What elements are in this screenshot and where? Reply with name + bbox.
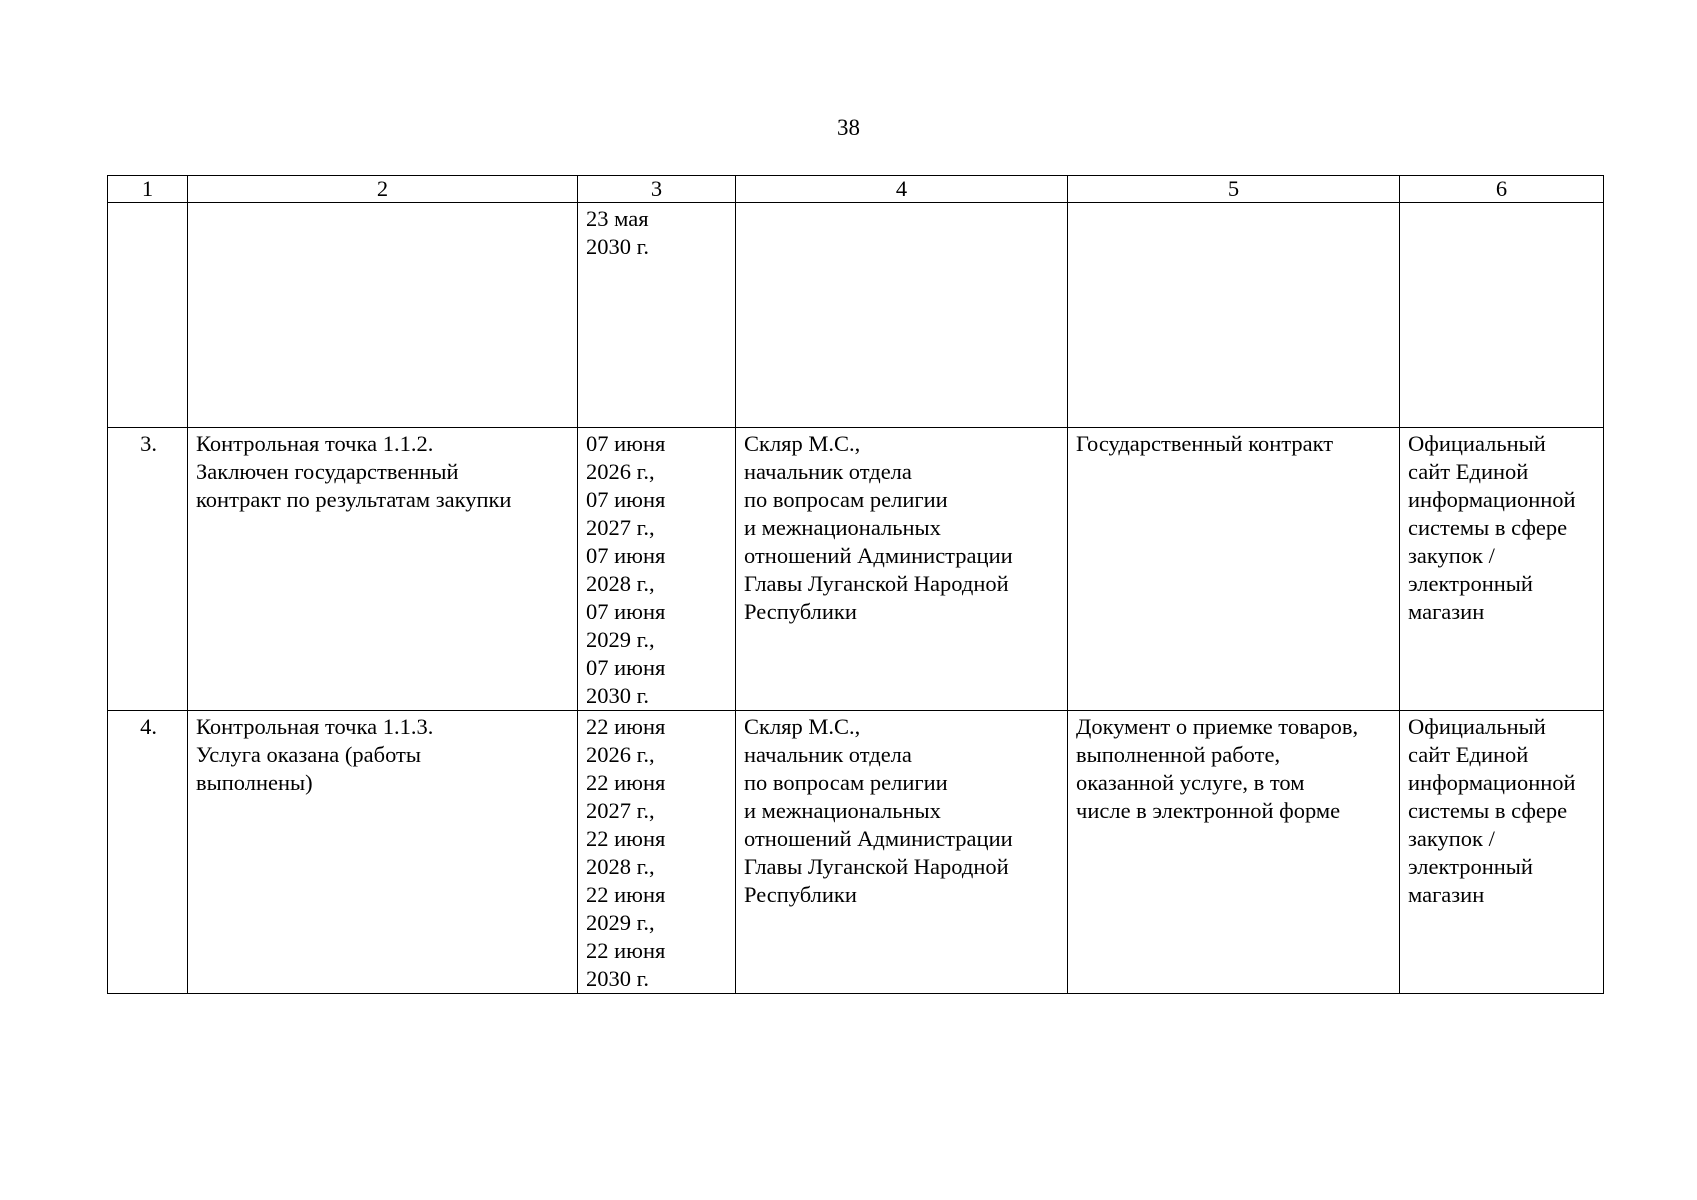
document-cell <box>1068 203 1400 428</box>
source-cell <box>1400 711 1604 994</box>
date-line: 23 мая <box>586 206 649 231</box>
document-line: выполненной работе, <box>1076 742 1281 767</box>
column-header: 3 <box>578 176 736 203</box>
source-line: электронный <box>1408 571 1533 596</box>
responsible-line: отношений Администрации <box>744 543 1013 568</box>
date-line: 2028 г., <box>586 854 655 879</box>
source-line: сайт Единой <box>1408 459 1529 484</box>
date-line: 22 июня <box>586 882 666 907</box>
name-line: Контрольная точка 1.1.3. <box>196 714 434 739</box>
source-line: системы в сфере <box>1408 798 1568 823</box>
responsible-line: Скляр М.С., <box>744 714 861 739</box>
column-header: 1 <box>108 176 188 203</box>
date-line: 07 июня <box>586 431 666 456</box>
responsible-line: и межнациональных <box>744 515 941 540</box>
document-line: числе в электронной форме <box>1076 798 1341 823</box>
responsible-line: Главы Луганской Народной <box>744 854 1009 879</box>
dates-cell <box>578 203 736 428</box>
source-line: магазин <box>1408 599 1485 624</box>
column-header: 5 <box>1068 176 1400 203</box>
responsible-line: отношений Администрации <box>744 826 1013 851</box>
date-line: 07 июня <box>586 487 666 512</box>
row-number-cell: 4. <box>108 711 188 994</box>
responsible-line: по вопросам религии <box>744 487 948 512</box>
date-line: 2030 г. <box>586 234 649 259</box>
dates-cell <box>578 711 736 994</box>
responsible-line: начальник отдела <box>744 459 912 484</box>
date-line: 07 июня <box>586 599 666 624</box>
table-row <box>108 428 1604 711</box>
date-line: 2029 г., <box>586 910 655 935</box>
responsible-line: по вопросам религии <box>744 770 948 795</box>
date-line: 07 июня <box>586 543 666 568</box>
table-header-row <box>108 176 1604 203</box>
date-line: 2028 г., <box>586 571 655 596</box>
date-line: 2026 г., <box>586 742 655 767</box>
source-line: сайт Единой <box>1408 742 1529 767</box>
control-points-table <box>107 175 1604 994</box>
source-line: Официальный <box>1408 431 1546 456</box>
source-line: закупок / <box>1408 543 1495 568</box>
source-cell <box>1400 203 1604 428</box>
column-header: 4 <box>736 176 1068 203</box>
name-line: контракт по результатам закупки <box>196 487 512 512</box>
name-cell <box>188 203 578 428</box>
source-line: информационной <box>1408 487 1576 512</box>
date-line: 22 июня <box>586 826 666 851</box>
date-line: 22 июня <box>586 938 666 963</box>
row-number-cell <box>108 203 188 428</box>
document-cell <box>1068 428 1400 711</box>
column-header: 2 <box>188 176 578 203</box>
source-line: магазин <box>1408 882 1485 907</box>
row-number-cell: 3. <box>108 428 188 711</box>
responsible-cell <box>736 428 1068 711</box>
date-line: 2027 г., <box>586 798 655 823</box>
responsible-line: Республики <box>744 599 857 624</box>
source-cell <box>1400 428 1604 711</box>
name-line: Заключен государственный <box>196 459 459 484</box>
date-line: 2030 г. <box>586 683 649 708</box>
source-line: Официальный <box>1408 714 1546 739</box>
table-row <box>108 203 1604 428</box>
responsible-line: начальник отдела <box>744 742 912 767</box>
name-cell <box>188 711 578 994</box>
date-line: 2030 г. <box>586 966 649 991</box>
table-row <box>108 711 1604 994</box>
document-line: Государственный контракт <box>1076 431 1334 456</box>
name-line: Услуга оказана (работы <box>196 742 421 767</box>
name-line: Контрольная точка 1.1.2. <box>196 431 434 456</box>
document-cell <box>1068 711 1400 994</box>
name-line: выполнены) <box>196 770 313 795</box>
dates-cell <box>578 428 736 711</box>
document-line: оказанной услуге, в том <box>1076 770 1305 795</box>
name-cell <box>188 428 578 711</box>
responsible-cell <box>736 203 1068 428</box>
source-line: электронный <box>1408 854 1533 879</box>
responsible-line: Скляр М.С., <box>744 431 861 456</box>
date-line: 22 июня <box>586 770 666 795</box>
date-line: 07 июня <box>586 655 666 680</box>
responsible-line: Главы Луганской Народной <box>744 571 1009 596</box>
source-line: закупок / <box>1408 826 1495 851</box>
date-line: 2027 г., <box>586 515 655 540</box>
document-line: Документ о приемке товаров, <box>1076 714 1359 739</box>
column-header: 6 <box>1400 176 1604 203</box>
date-line: 2029 г., <box>586 627 655 652</box>
page-number: 38 <box>837 115 860 140</box>
responsible-line: Республики <box>744 882 857 907</box>
date-line: 22 июня <box>586 714 666 739</box>
source-line: информационной <box>1408 770 1576 795</box>
date-line: 2026 г., <box>586 459 655 484</box>
responsible-cell <box>736 711 1068 994</box>
responsible-line: и межнациональных <box>744 798 941 823</box>
source-line: системы в сфере <box>1408 515 1568 540</box>
